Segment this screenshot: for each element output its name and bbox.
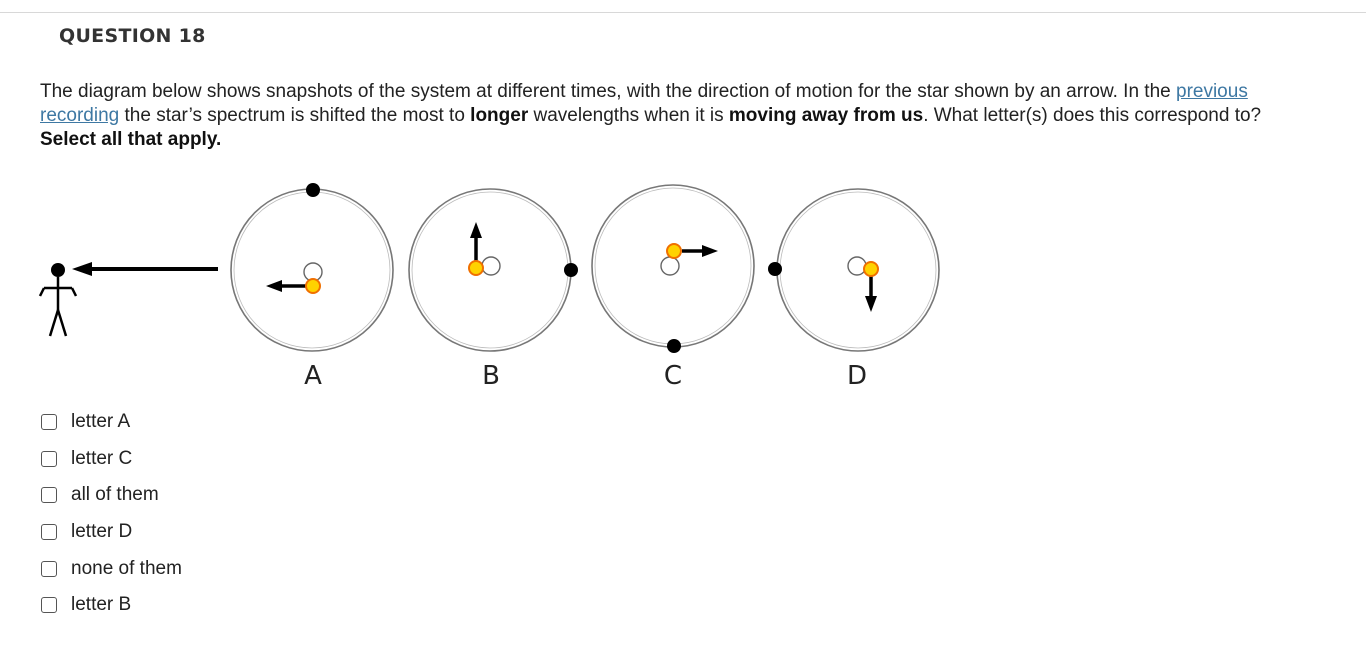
option-letter-b[interactable] (41, 587, 182, 624)
option-label: letter D (71, 521, 133, 543)
option-letter-d[interactable] (41, 514, 182, 551)
star-a (306, 279, 320, 293)
option-letter-a[interactable] (41, 404, 182, 441)
checkbox[interactable] (41, 487, 57, 503)
panel-b (409, 189, 578, 351)
checkbox[interactable] (41, 597, 57, 613)
option-label: letter A (71, 411, 131, 433)
panel-label-c: C (663, 361, 683, 391)
checkbox[interactable] (41, 451, 57, 467)
option-label: letter B (71, 594, 132, 616)
question-text-part4: . What letter(s) does this correspond to? (923, 105, 1262, 126)
star-d (864, 262, 878, 276)
planet-d (768, 262, 782, 276)
com-c (661, 257, 679, 275)
option-label: all of them (71, 484, 159, 506)
checkbox[interactable] (41, 561, 57, 577)
top-divider (0, 12, 1366, 13)
star-b (469, 261, 483, 275)
option-label: letter C (71, 447, 133, 469)
option-none-of-them[interactable] (41, 550, 182, 587)
answer-options (41, 404, 182, 624)
question-text-part3: wavelengths when it is (528, 105, 729, 126)
panel-label-d: D (846, 361, 868, 391)
bold-moving-away: moving away from us (728, 105, 924, 126)
panel-label-a: A (304, 361, 322, 391)
observer-head (51, 263, 65, 277)
question-text (40, 80, 1300, 152)
star-c (667, 244, 681, 258)
bold-select-all: Select all that apply. (40, 129, 222, 150)
bold-longer: longer (470, 105, 529, 126)
checkbox[interactable] (41, 524, 57, 540)
checkbox[interactable] (41, 414, 57, 430)
option-label: none of them (71, 557, 182, 579)
observer-figure (40, 263, 76, 336)
question-title: QUESTION 18 (59, 25, 206, 47)
planet-b (564, 263, 578, 277)
line-of-sight-arrow (72, 262, 218, 276)
com-b (482, 257, 500, 275)
planet-c (667, 339, 681, 353)
panel-a (231, 183, 393, 351)
orbit-diagram (0, 160, 1000, 400)
panel-c (592, 185, 754, 353)
option-letter-c[interactable] (41, 441, 182, 478)
previous-recording-link[interactable]: previous recording (40, 81, 1248, 126)
question-text-part2: the star’s spectrum is shifted the most to (119, 105, 471, 126)
question-text-part1: The diagram below shows snapshots of the system at different times, with the direction of motion for the star shown by an arrow. In the (40, 81, 1176, 102)
planet-a (306, 183, 320, 197)
panel-d (768, 189, 939, 351)
com-d (848, 257, 866, 275)
option-all-of-them[interactable] (41, 477, 182, 514)
panel-label-b: B (482, 361, 500, 391)
